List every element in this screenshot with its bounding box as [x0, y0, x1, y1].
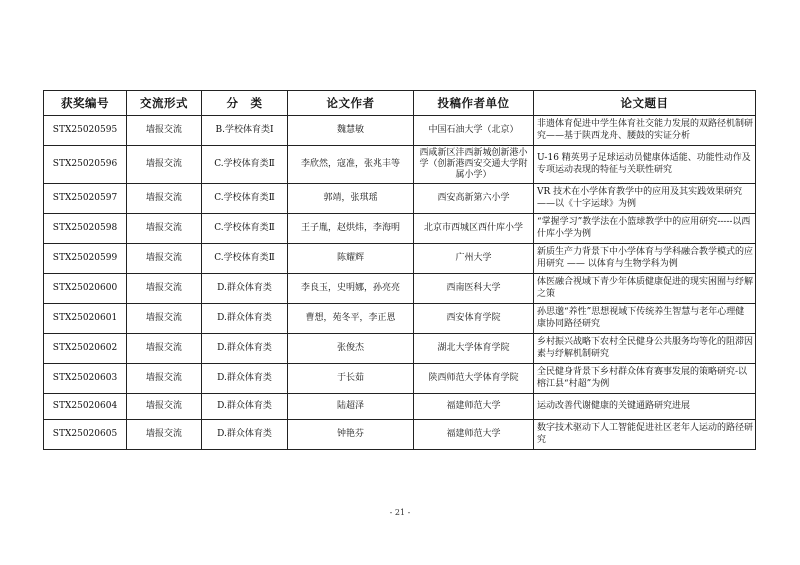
cell-paper-title: “掌握学习”教学法在小篮球教学中的应用研究-----以西什库小学为例 — [534, 214, 756, 244]
cell-exchange-form: 墙报交流 — [127, 116, 202, 146]
cell-award-id: STX25020595 — [44, 116, 127, 146]
cell-authors: 张俊杰 — [288, 334, 414, 364]
table-row — [44, 394, 756, 420]
cell-authors: 陈耀辉 — [288, 244, 414, 274]
cell-category: D.群众体育类 — [202, 274, 288, 304]
cell-exchange-form: 墙报交流 — [127, 304, 202, 334]
table-header-row — [44, 91, 756, 116]
cell-paper-title: VR 技术在小学体育教学中的应用及其实践效果研究——以《十字运球》为例 — [534, 184, 756, 214]
cell-affiliation: 湖北大学体育学院 — [414, 334, 534, 364]
cell-authors: 李良玉，史明娜，孙亮亮 — [288, 274, 414, 304]
cell-paper-title: 新质生产力背景下中小学体育与学科融合教学模式的应用研究 —— 以体育与生物学科为例 — [534, 244, 756, 274]
table-row — [44, 420, 756, 450]
table-row — [44, 274, 756, 304]
cell-authors: 于长茹 — [288, 364, 414, 394]
cell-affiliation: 中国石油大学（北京） — [414, 116, 534, 146]
cell-affiliation: 福建师范大学 — [414, 420, 534, 450]
table-row — [44, 364, 756, 394]
cell-affiliation: 北京市西城区西什库小学 — [414, 214, 534, 244]
cell-authors: 郭靖，张琪瑶 — [288, 184, 414, 214]
page-number: - 21 - — [389, 508, 411, 517]
cell-exchange-form: 墙报交流 — [127, 334, 202, 364]
header-paper-title: 论文题目 — [534, 91, 756, 116]
cell-category: C.学校体育类Ⅱ — [202, 146, 288, 184]
cell-category: B.学校体育类Ⅰ — [202, 116, 288, 146]
cell-affiliation: 西安高新第六小学 — [414, 184, 534, 214]
cell-category: C.学校体育类Ⅱ — [202, 184, 288, 214]
cell-paper-title: 非遗体育促进中学生体育社交能力发展的双路径机制研究——基于陕西龙舟、腰鼓的实证分析 — [534, 116, 756, 146]
cell-authors: 钟艳芬 — [288, 420, 414, 450]
cell-authors: 陆超泽 — [288, 394, 414, 420]
table-row — [44, 214, 756, 244]
header-exchange-form: 交流形式 — [127, 91, 202, 116]
header-award-id: 获奖编号 — [44, 91, 127, 116]
cell-authors: 李欣然，寇准，张兆丰等 — [288, 146, 414, 184]
cell-exchange-form: 墙报交流 — [127, 184, 202, 214]
cell-paper-title: 数字技术驱动下人工智能促进社区老年人运动的路径研究 — [534, 420, 756, 450]
cell-exchange-form: 墙报交流 — [127, 274, 202, 304]
cell-authors: 魏慧敏 — [288, 116, 414, 146]
cell-affiliation: 陕西师范大学体育学院 — [414, 364, 534, 394]
cell-award-id: STX25020597 — [44, 184, 127, 214]
cell-paper-title: 孙思邈“养性”思想视域下传统养生智慧与老年心理健康协同路径研究 — [534, 304, 756, 334]
awards-table — [43, 90, 756, 450]
cell-exchange-form: 墙报交流 — [127, 364, 202, 394]
cell-paper-title: U-16 精英男子足球运动员健康体适能、功能性动作及专项运动表现的特征与关联性研究 — [534, 146, 756, 184]
cell-paper-title: 运动改善代谢健康的关键通路研究进展 — [534, 394, 756, 420]
cell-affiliation: 西安体育学院 — [414, 304, 534, 334]
cell-authors: 曹想，苑冬平，李正恩 — [288, 304, 414, 334]
header-authors: 论文作者 — [288, 91, 414, 116]
cell-exchange-form: 墙报交流 — [127, 394, 202, 420]
cell-award-id: STX25020599 — [44, 244, 127, 274]
cell-award-id: STX25020598 — [44, 214, 127, 244]
table-row — [44, 304, 756, 334]
table-row — [44, 334, 756, 364]
cell-category: D.群众体育类 — [202, 394, 288, 420]
cell-category: D.群众体育类 — [202, 420, 288, 450]
cell-award-id: STX25020605 — [44, 420, 127, 450]
cell-category: D.群众体育类 — [202, 334, 288, 364]
cell-exchange-form: 墙报交流 — [127, 244, 202, 274]
header-affiliation: 投稿作者单位 — [414, 91, 534, 116]
table-row — [44, 244, 756, 274]
cell-affiliation: 福建师范大学 — [414, 394, 534, 420]
cell-award-id: STX25020600 — [44, 274, 127, 304]
cell-category: C.学校体育类Ⅱ — [202, 214, 288, 244]
cell-exchange-form: 墙报交流 — [127, 214, 202, 244]
cell-paper-title: 体医融合视域下青少年体质健康促进的现实困囿与纾解之策 — [534, 274, 756, 304]
cell-award-id: STX25020603 — [44, 364, 127, 394]
table-row — [44, 116, 756, 146]
cell-award-id: STX25020604 — [44, 394, 127, 420]
cell-award-id: STX25020601 — [44, 304, 127, 334]
cell-authors: 王子胤，赵烘炜，李海明 — [288, 214, 414, 244]
cell-category: D.群众体育类 — [202, 304, 288, 334]
cell-exchange-form: 墙报交流 — [127, 146, 202, 184]
table-row — [44, 184, 756, 214]
header-category: 分 类 — [202, 91, 288, 116]
cell-paper-title: 全民健身背景下乡村群众体育赛事发展的策略研究-以榕江县“村超”为例 — [534, 364, 756, 394]
table-row — [44, 146, 756, 184]
cell-affiliation: 西南医科大学 — [414, 274, 534, 304]
cell-category: D.群众体育类 — [202, 364, 288, 394]
cell-award-id: STX25020602 — [44, 334, 127, 364]
cell-paper-title: 乡村振兴战略下农村全民健身公共服务均等化的阻滞因素与纾解机制研究 — [534, 334, 756, 364]
cell-affiliation: 西咸新区沣西新城创新港小学（创新港西安交通大学附属小学） — [414, 146, 534, 184]
cell-category: C.学校体育类Ⅱ — [202, 244, 288, 274]
cell-award-id: STX25020596 — [44, 146, 127, 184]
cell-affiliation: 广州大学 — [414, 244, 534, 274]
cell-exchange-form: 墙报交流 — [127, 420, 202, 450]
